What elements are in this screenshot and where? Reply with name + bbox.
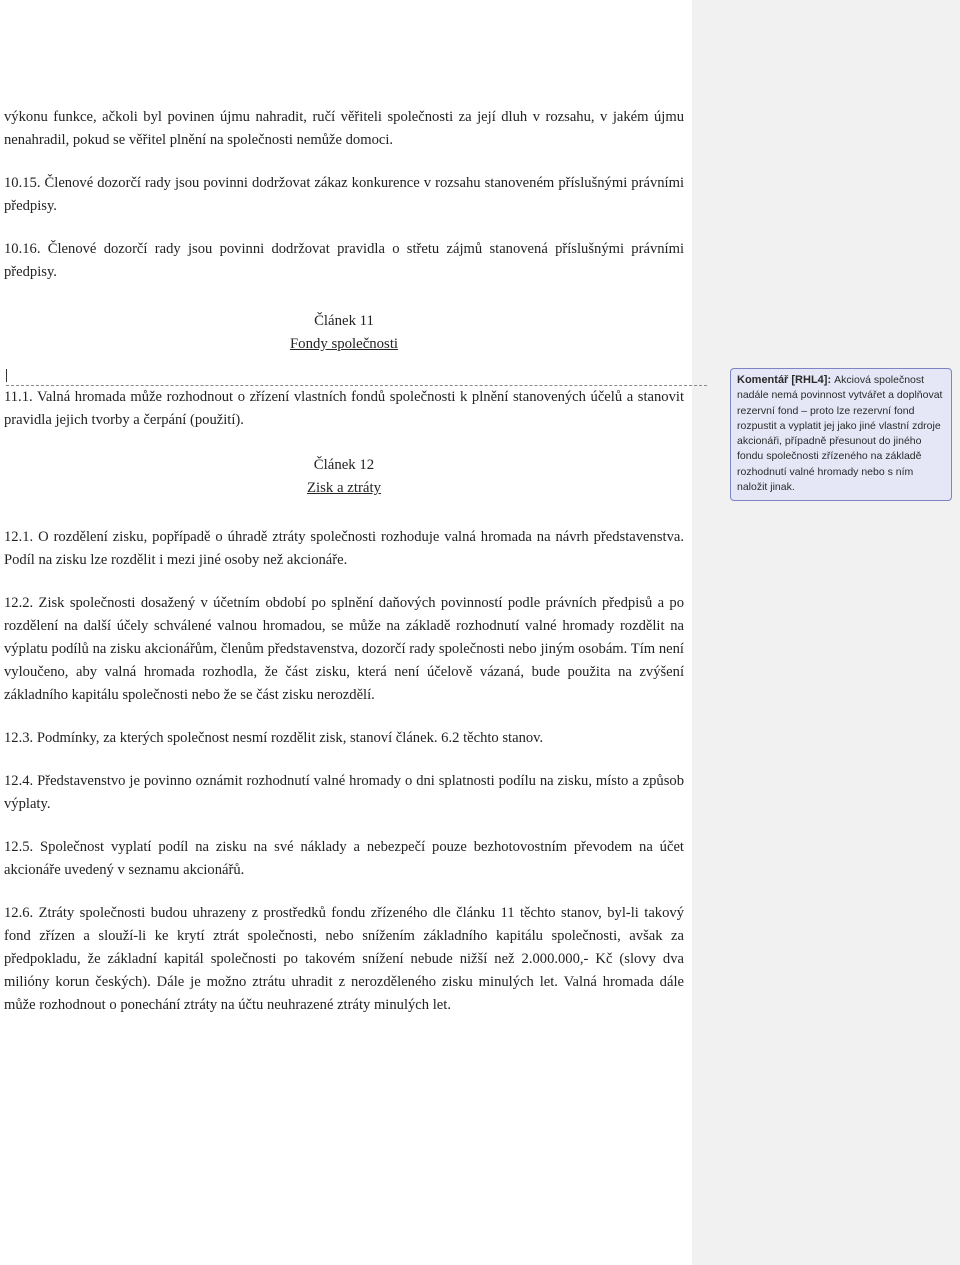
comment-margin <box>692 0 960 1265</box>
document-page <box>4 106 684 1037</box>
comment-anchor-mark <box>6 369 7 382</box>
article-12-heading <box>4 454 684 500</box>
article-12-number: Článek 12 <box>313 457 375 473</box>
paragraph-12-5: 12.5. Společnost vyplatí podíl na zisku na své náklady a nebezpečí pouze bezhotovostním převodem na účet akcionáře uvedený v seznamu akcionářů. <box>4 839 684 878</box>
paragraph-10-16: 10.16. Členové dozorčí rady jsou povinni dodržovat pravidla o střetu zájmů stanovená příslušnými právními předpisy. <box>4 241 684 280</box>
comment-label: Komentář [RHL4]: <box>737 374 835 386</box>
paragraph-12-4: 12.4. Představenstvo je povinno oznámit rozhodnutí valné hromady o dni splatnosti podílu na zisku, místo a způsob výplaty. <box>4 773 684 812</box>
comment-text: Akciová společnost nadále nemá povinnost vytvářet a doplňovat rezervní fond – proto lze rezervní fond rozpustit a vyplatit jej jako jiné vlastní zdroje akcionáři, případně přesunout do jiného fondu společnosti zřízeného na základě rozhodnutí valné hromady nebo s ním naložit jinak. <box>737 374 943 494</box>
comment-balloon[interactable] <box>730 368 952 501</box>
comment-leader-line <box>6 385 707 386</box>
paragraph-11-1: 11.1. Valná hromada může rozhodnout o zřízení vlastních fondů společnosti k plnění stanovených účelů a stanovit pravidla jejich tvorby a čerpání (použití). <box>4 389 684 428</box>
paragraph-12-6: 12.6. Ztráty společnosti budou uhrazeny z prostředků fondu zřízeného dle článku 11 těchto stanov, byl-li takový fond zřízen a slouží-li ke krytí ztrát společnosti, nebo snížením základního kapitálu společnosti, avšak za předpokladu, že základní kapitál společnosti po takovém snížení nebude nižší než 2.000.000,- Kč (slovy dva milióny korun českých). Dále je možno ztrátu uhradit z nerozděleného zisku minulých let. Valná hromada dále může rozhodnout o ponechání ztráty na účtu neuhrazené ztráty minulých let. <box>4 905 684 1013</box>
paragraph-10-14-continuation: výkonu funkce, ačkoli byl povinen újmu nahradit, ručí věřiteli společnosti za její dluh v rozsahu, v jakém újmu nenahradil, pokud se věřitel plnění na společnosti nemůže domoci. <box>4 109 684 148</box>
article-11-title: Fondy společnosti <box>289 336 399 352</box>
paragraph-12-1: 12.1. O rozdělení zisku, popřípadě o úhradě ztráty společnosti rozhoduje valná hromada na návrh představenstva. Podíl na zisku lze rozdělit i mezi jiné osoby než akcionáře. <box>4 529 684 568</box>
paragraph-10-15: 10.15. Členové dozorčí rady jsou povinni dodržovat zákaz konkurence v rozsahu stanoveném příslušnými právními předpisy. <box>4 175 684 214</box>
paragraph-12-3: 12.3. Podmínky, za kterých společnost nesmí rozdělit zisk, stanoví článek. 6.2 těchto stanov. <box>4 730 544 746</box>
paragraph-12-2: 12.2. Zisk společnosti dosažený v účetním období po splnění daňových povinností podle právních předpisů a po rozdělení na další účely schválené valnou hromadou, se může na základě rozhodnutí valné hromady rozdělit na výplatu podílů na zisku akcionářům, členům představenstva, dozorčí rady společnosti nebo jiným osobám. Tím není vyloučeno, aby valná hromada rozhodla, že část zisku, která není účelově vázaná, bude použita na zvýšení základního kapitálu společnosti nebo že se část zisku nerozdělí. <box>4 595 684 703</box>
article-12-title: Zisk a ztráty <box>307 480 381 496</box>
article-11-number: Článek 11 <box>314 313 374 329</box>
article-11-heading <box>4 310 684 356</box>
